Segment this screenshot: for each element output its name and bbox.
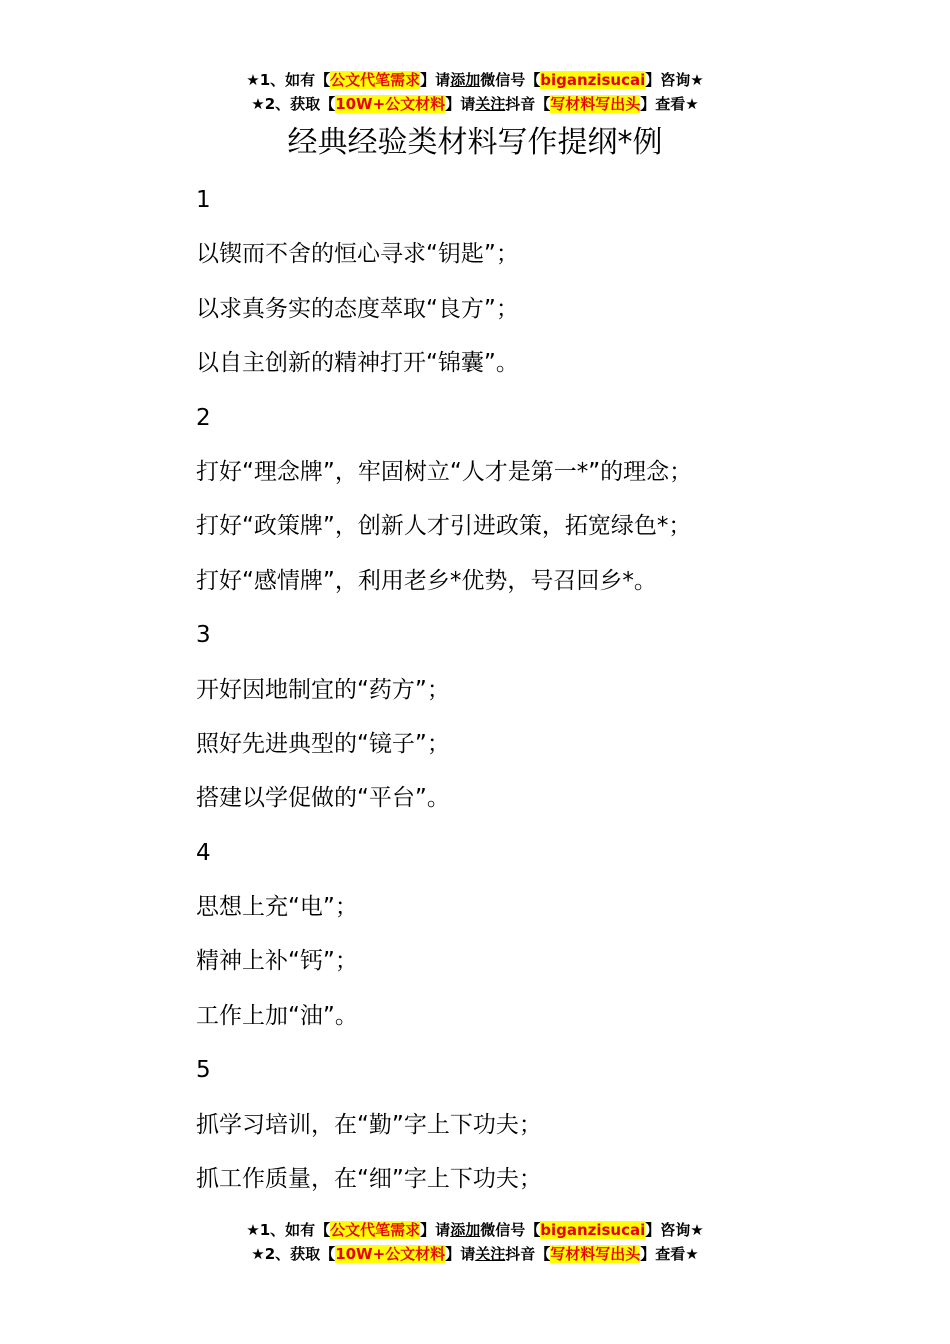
promo-text: 微信号【: [480, 71, 541, 89]
promo-text: 】咨询★: [645, 1221, 704, 1239]
promo-text: ★1、如有【: [246, 1221, 331, 1239]
douyin-id-highlight: 写材料写出头: [550, 1245, 641, 1263]
body-line: 开好因地制宜的“药方”；: [196, 676, 450, 703]
body-line: 抓工作质量，在“细”字上下功夫；: [196, 1166, 542, 1193]
promo-highlight: 10W+公文材料: [335, 1245, 446, 1263]
promo-highlight: 10W+公文材料: [335, 95, 446, 113]
body-line: 照好先进典型的“镜子”；: [196, 730, 450, 757]
promo-text: 】咨询★: [645, 71, 704, 89]
body-line: 以锲而不舍的恒心寻求“钥匙”；: [196, 241, 519, 268]
section-number: 1: [196, 187, 211, 213]
promo-highlight: 公文代笔需求: [330, 71, 421, 89]
top-promo-banner: [0, 68, 950, 116]
body-line: 精神上补“钙”；: [196, 948, 358, 975]
section-number: 3: [196, 622, 211, 649]
document-title: 经典经验类材料写作提纲*例: [287, 125, 663, 160]
document-body: [196, 173, 916, 1206]
promo-line-1: [0, 1218, 950, 1242]
promo-text: ★2、获取【: [251, 95, 336, 113]
promo-line-1: [0, 68, 950, 92]
promo-text: 微信号【: [480, 1221, 541, 1239]
promo-text: 】查看★: [640, 1245, 699, 1263]
body-line: 以求真务实的态度萃取“良方”；: [196, 295, 519, 322]
body-line: 打好“理念牌”，牢固树立“人才是第一*”的理念；: [196, 458, 693, 485]
promo-underlined: 关注: [475, 1245, 506, 1263]
promo-text: 】请: [420, 1221, 451, 1239]
promo-text: ★1、如有【: [246, 71, 331, 89]
body-line: 搭建以学促做的“平台”。: [196, 785, 450, 812]
promo-text: 抖音【: [505, 1245, 551, 1263]
promo-text: 】查看★: [640, 95, 699, 113]
section-number: 2: [196, 404, 211, 431]
promo-text: 】请: [445, 1245, 476, 1263]
section-number: 4: [196, 839, 211, 866]
bottom-promo-banner: [0, 1218, 950, 1266]
body-line: 思想上充“电”；: [196, 894, 358, 921]
promo-underlined: 添加: [450, 71, 481, 89]
promo-text: 】请: [445, 95, 476, 113]
promo-text: 抖音【: [505, 95, 551, 113]
douyin-id-highlight: 写材料写出头: [550, 95, 641, 113]
promo-underlined: 关注: [475, 95, 506, 113]
body-line: 以自主创新的精神打开“锦囊”。: [196, 350, 519, 377]
body-line: 打好“感情牌”，利用老乡*优势，号召回乡*。: [196, 567, 657, 594]
body-line: 打好“政策牌”，创新人才引进政策，拓宽绿色*；: [196, 513, 692, 540]
body-line: 工作上加“油”。: [196, 1002, 358, 1029]
promo-highlight: 公文代笔需求: [330, 1221, 421, 1239]
wechat-id-highlight: biganzisucai: [540, 1221, 646, 1239]
promo-line-2: [0, 92, 950, 116]
promo-line-2: [0, 1242, 950, 1266]
promo-underlined: 添加: [450, 1221, 481, 1239]
wechat-id-highlight: biganzisucai: [540, 71, 646, 89]
body-line: 抓学习培训，在“勤”字上下功夫；: [196, 1111, 542, 1138]
promo-text: 】请: [420, 71, 451, 89]
section-number: 5: [196, 1057, 211, 1084]
promo-text: ★2、获取【: [251, 1245, 336, 1263]
